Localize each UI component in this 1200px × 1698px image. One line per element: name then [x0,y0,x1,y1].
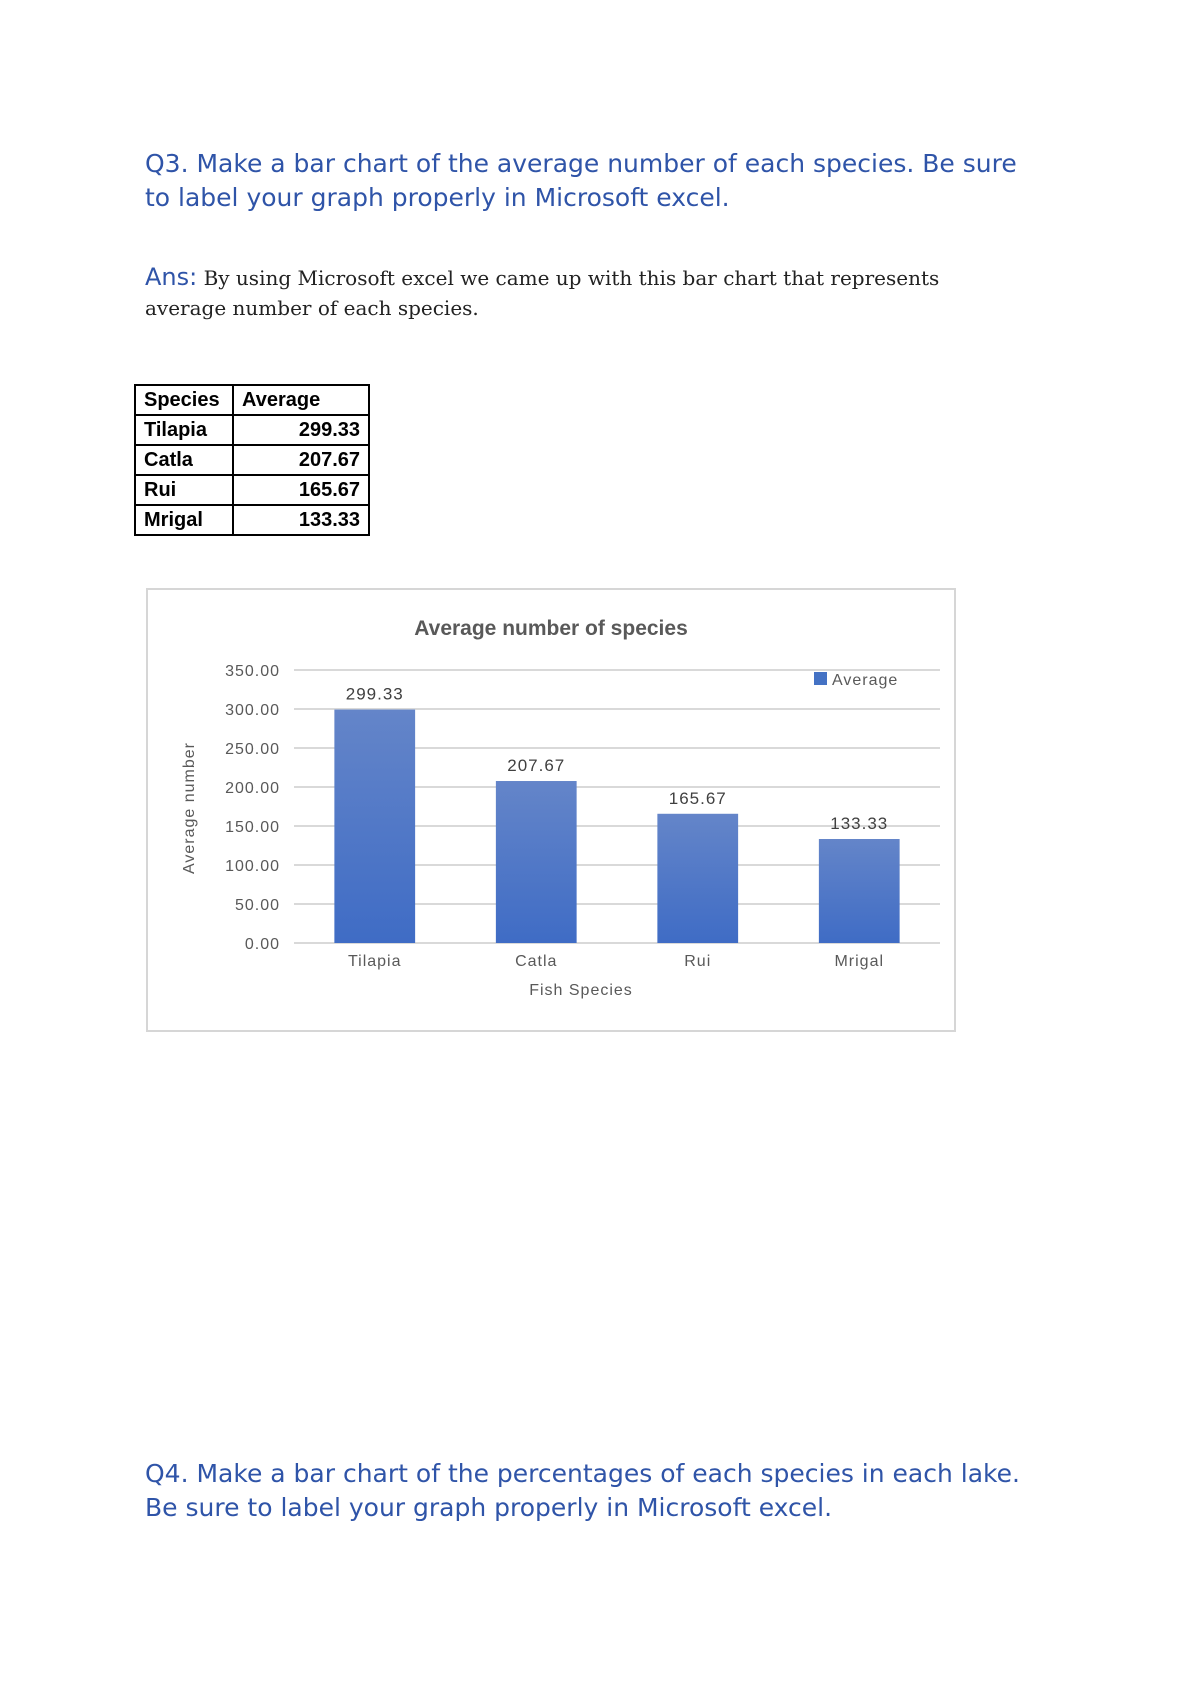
bar-rui [657,814,738,943]
data-label: 207.67 [507,756,566,776]
table-header-species: Species [135,385,233,415]
x-tick-label: Rui [684,953,712,970]
table-header-average: Average [233,385,369,415]
answer-text: By using Microsoft excel we came up with this bar chart that represents average number of each species. [145,266,940,320]
table-cell-species: Tilapia [135,415,233,445]
table-header-row [135,385,369,415]
y-tick-label: 250.00 [225,741,280,758]
y-tick-label: 350.00 [225,663,280,680]
y-tick-label: 0.00 [244,936,280,953]
y-tick-label: 300.00 [225,702,280,719]
answer-label: Ans: [145,263,198,291]
x-tick-label: Mrigal [834,953,885,970]
bar-chart-svg [148,590,954,1030]
legend-label: Average [832,672,899,689]
y-axis-title: Average number [181,742,198,874]
bar-mrigal [819,839,900,943]
x-tick-label: Tilapia [347,953,402,970]
table-cell-average: 165.67 [233,475,369,505]
x-tick-label: Catla [515,953,558,970]
bar-catla [496,781,577,943]
table-cell-average: 207.67 [233,445,369,475]
table-cell-species: Rui [135,475,233,505]
table-row [135,415,369,445]
y-tick-label: 200.00 [225,780,280,797]
table-row [135,445,369,475]
legend-swatch [814,672,827,685]
chart-legend [814,672,898,689]
table-cell-average: 133.33 [233,505,369,535]
chart-title: Average number of species [414,617,688,640]
y-tick-label: 100.00 [225,858,280,875]
data-label: 133.33 [830,814,889,834]
table-cell-species: Catla [135,445,233,475]
species-average-table [134,384,370,536]
bar-tilapia [334,710,415,943]
table-row [135,475,369,505]
table-cell-average: 299.33 [233,415,369,445]
y-tick-label: 50.00 [234,897,280,914]
data-label: 165.67 [668,788,727,808]
x-axis-title: Fish Species [529,982,633,999]
y-tick-label: 150.00 [225,819,280,836]
answer-paragraph [145,262,1025,323]
table-cell-species: Mrigal [135,505,233,535]
data-label: 299.33 [345,684,404,704]
question-3: Q3. Make a bar chart of the average number of each species. Be sure to label your graph properly in Microsoft excel. [145,149,1017,212]
question-4: Q4. Make a bar chart of the percentages of each species in each lake. Be sure to label your graph properly in Microsoft excel. [145,1459,1020,1522]
table-row [135,505,369,535]
bar-chart [146,588,956,1032]
